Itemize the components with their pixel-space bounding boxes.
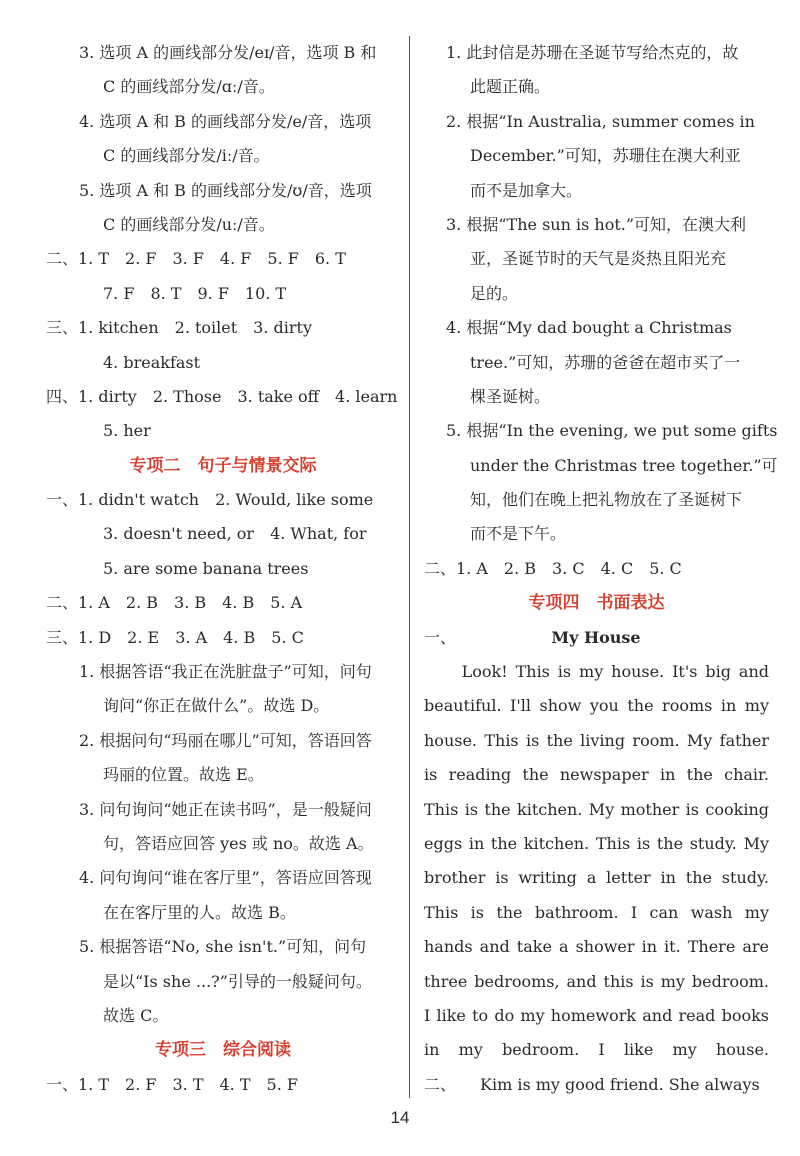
answer-line: 在在客厅里的人。故选 B。 [103, 902, 296, 922]
essay-title-row [424, 621, 769, 655]
section-heading: 专项四 书面表达 [528, 593, 665, 614]
answer-line: 而不是下午。 [470, 524, 567, 544]
answer-line: 4. breakfast [103, 352, 201, 372]
answer-line: 7. F 8. T 9. F 10. T [103, 283, 287, 303]
answer-line: 3. 根据“The sun is hot.”可知，在澳大利 [446, 214, 747, 234]
essay-line: beautiful. I'll show you the rooms in my [424, 696, 769, 716]
essay-line: eggs in the kitchen. This is the study. My [424, 833, 769, 853]
answer-line: 3. 问句询问“她正在读书吗”，是一般疑问 [79, 799, 372, 819]
essay-line: house. This is the living room. My father [424, 730, 769, 750]
answer-line: tree.”可知，苏珊的爸爸在超市买了一 [470, 352, 741, 372]
answer-line: 此题正确。 [470, 77, 551, 97]
essay-line: brother is writing a letter in the study. [424, 868, 769, 888]
answer-line: 句，答语应回答 yes 或 no。故选 A。 [103, 833, 374, 853]
answer-line: 而不是加拿大。 [470, 180, 583, 200]
right-column [424, 36, 778, 1102]
answer-line: 一、1. didn't watch 2. Would, like some [46, 490, 374, 510]
essay-line: This is the kitchen. My mother is cooking [424, 799, 769, 819]
answer-line: 三、1. D 2. E 3. A 4. B 5. C [46, 627, 304, 647]
essay-title: My House [551, 627, 641, 647]
essay-line: I like to do my homework and read books [424, 1005, 769, 1025]
answer-line: 亚，圣诞节时的天气是炎热且阳光充 [470, 249, 727, 269]
essay-line: This is the bathroom. I can wash my [424, 902, 769, 922]
answer-line: 棵圣诞树。 [470, 386, 551, 406]
answer-line: December.”可知，苏珊住在澳大利亚 [470, 146, 741, 166]
answer-line: 5. are some banana trees [103, 558, 309, 578]
section-heading: 专项三 综合阅读 [155, 1040, 291, 1061]
answer-line: C 的画线部分发/ɑː/音。 [103, 77, 275, 97]
answer-line: 足的。 [470, 283, 519, 303]
page-number: 14 [390, 1108, 410, 1127]
answer-line: 2. 根据“In Australia, summer comes in [446, 111, 755, 131]
answer-line: 5. 根据答语“No, she isn't.”可知，问句 [79, 937, 367, 957]
column-divider [409, 36, 410, 1098]
essay-line: Look! This is my house. It's big and [424, 662, 769, 682]
answer-line: 2. 根据问句“玛丽在哪儿”可知，答语回答 [79, 730, 372, 750]
left-column [46, 36, 400, 1102]
answer-line: 是以“Is she ...?”引导的一般疑问句。 [103, 971, 372, 991]
answer-line: 1. 此封信是苏珊在圣诞节写给杰克的，故 [446, 43, 739, 62]
answer-line: 一、1. T 2. F 3. T 4. T 5. F [46, 1074, 298, 1094]
answer-line: 3. 选项 A 的画线部分发/eɪ/音，选项 B 和 [79, 43, 377, 62]
answer-line: 二、1. A 2. B 3. B 4. B 5. A [46, 593, 303, 613]
answer-line: 4. 根据“My dad bought a Christmas [446, 318, 732, 338]
answer-line: under the Christmas tree together.”可 [470, 455, 778, 475]
answer-line: 4. 问句询问“谁在客厅里”，答语应回答现 [79, 868, 372, 888]
answer-line: 知，他们在晚上把礼物放在了圣诞树下 [470, 490, 743, 510]
answer-line: 1. 根据答语“我正在洗脏盘子”可知，问句 [79, 662, 372, 682]
essay-prefix: 一、 [424, 627, 457, 647]
answer-line: 故选 C。 [103, 1005, 169, 1025]
answer-line: 4. 选项 A 和 B 的画线部分发/e/音，选项 [79, 111, 372, 131]
answer-line: 二、1. A 2. B 3. C 4. C 5. C [424, 558, 682, 578]
section-heading: 专项二 句子与情景交际 [129, 455, 317, 476]
answer-line: 询问“你正在做什么”。故选 D。 [103, 696, 330, 716]
answer-line: 玛丽的位置。故选 E。 [103, 765, 264, 785]
answer-line: 5. 根据“In the evening, we put some gifts [446, 421, 778, 441]
answer-line: 二、 Kim is my good friend. She always [424, 1074, 760, 1094]
answer-line: 二、1. T 2. F 3. F 4. F 5. F 6. T [46, 249, 346, 269]
answer-line: 5. her [103, 421, 151, 441]
essay-line: is reading the newspaper in the chair. [424, 765, 769, 785]
essay-line: three bedrooms, and this is my bedroom. [424, 971, 769, 991]
answer-line: C 的画线部分发/iː/音。 [103, 146, 270, 166]
answer-line: 三、1. kitchen 2. toilet 3. dirty [46, 318, 313, 338]
answer-line: 3. doesn't need, or 4. What, for [103, 524, 367, 544]
answer-line: C 的画线部分发/uː/音。 [103, 214, 275, 234]
answer-line: 5. 选项 A 和 B 的画线部分发/ʊ/音，选项 [79, 180, 372, 200]
essay-line: hands and take a shower in it. There are [424, 937, 769, 957]
essay-line: in my bedroom. I like my house. [424, 1040, 769, 1060]
answer-line: 四、1. dirty 2. Those 3. take off 4. learn [46, 386, 398, 406]
